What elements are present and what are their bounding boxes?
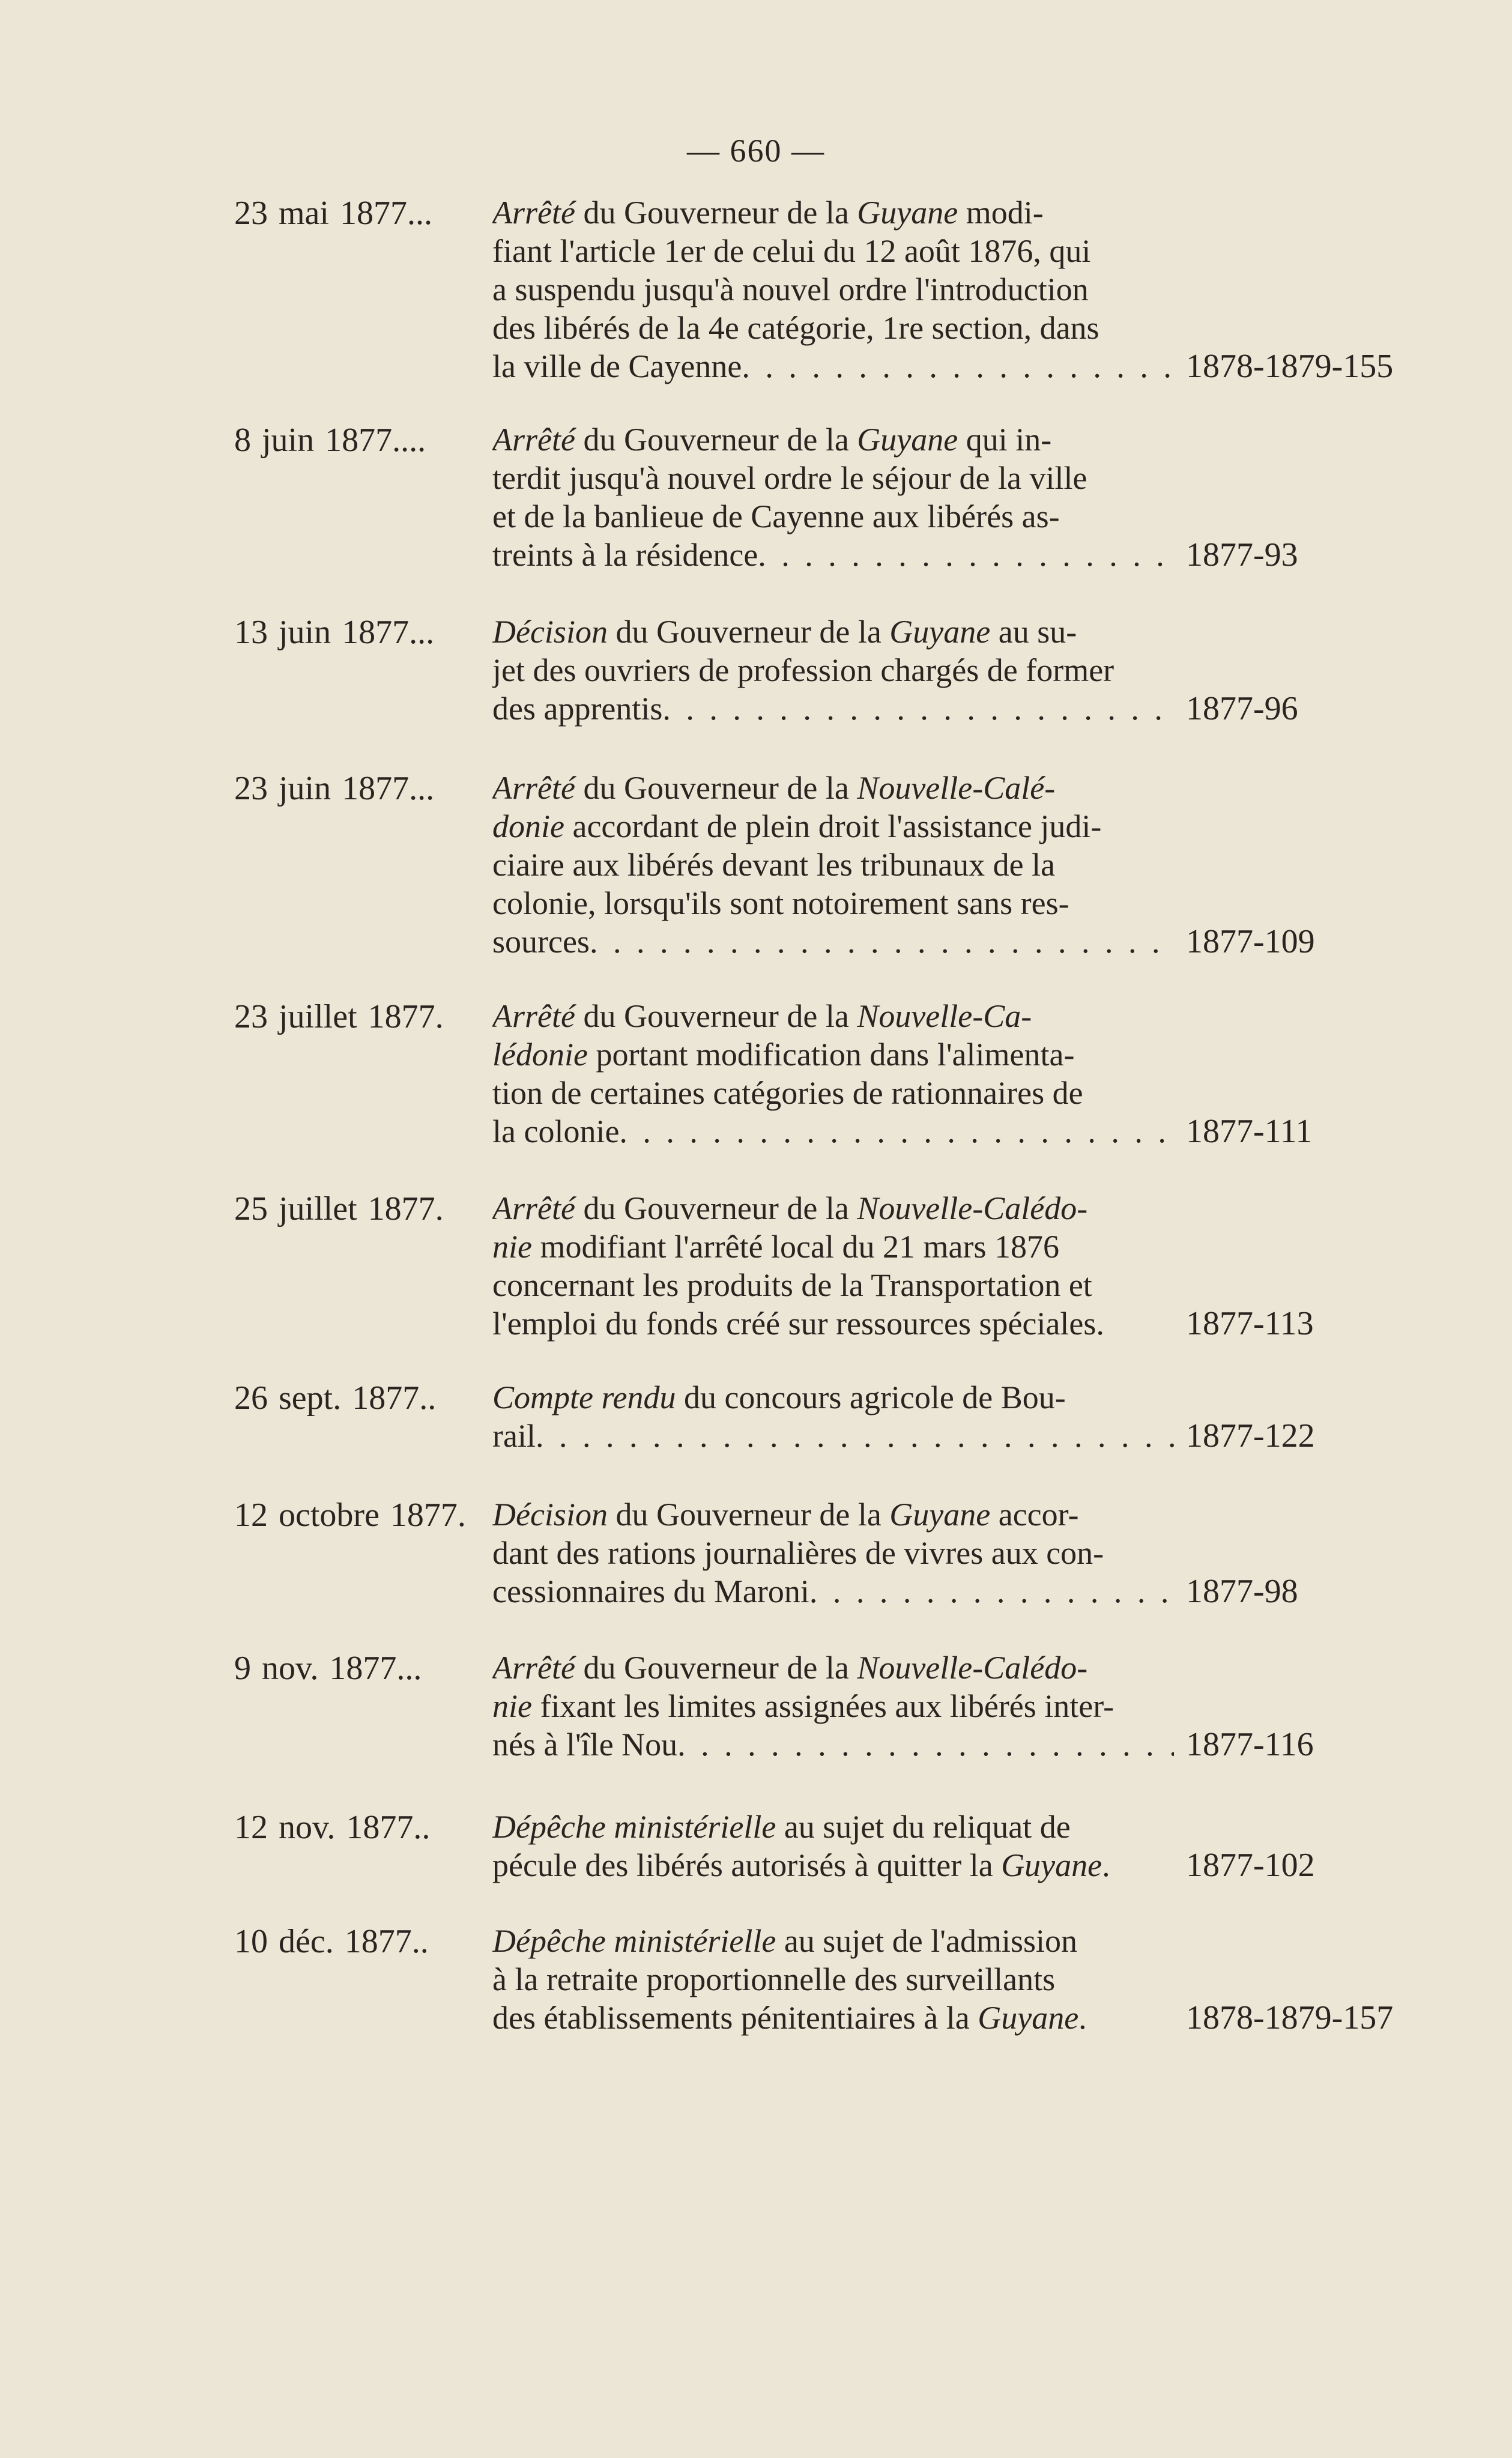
entry-description [492, 193, 1174, 386]
entry-date: 9 nov. 1877... [234, 1650, 422, 1687]
entry-text [492, 1112, 1174, 1151]
entry-reference: 1877-96 [1186, 690, 1298, 727]
leader-dots [619, 1112, 1174, 1151]
entry-text: du Gouverneur de la [575, 998, 857, 1034]
entry-text [492, 922, 1174, 961]
entry-text: accordant de plein droit l'assistance judi- [564, 808, 1102, 844]
entry-date: 23 juillet 1877. [234, 998, 444, 1035]
entry-reference: 1877-111 [1186, 1113, 1313, 1150]
entry-text: du Gouverneur de la [575, 1190, 857, 1226]
entry-colony: Guyane [857, 195, 958, 231]
entry-text: des établissements pénitentiaires à la [492, 2000, 978, 2036]
entry-date: 25 juillet 1877. [234, 1190, 444, 1227]
entry-description [492, 769, 1174, 961]
entry-type: Arrêté [492, 1650, 575, 1686]
entry-text [492, 689, 1174, 728]
entry-reference: 1878-1879-155 [1186, 348, 1394, 385]
entry-text-end: la colonie [492, 1113, 620, 1149]
entry-colony: nie [492, 1688, 532, 1724]
entry-colony: Nouvelle-Calé- [857, 770, 1056, 806]
entry-description [492, 1808, 1174, 1884]
entry-date: 26 sept. 1877.. [234, 1379, 437, 1417]
entry-text: pécule des libérés autorisés à quitter la [492, 1847, 1002, 1883]
entry-text [492, 347, 1174, 386]
entry-reference: 1877-93 [1186, 536, 1298, 574]
entry-text: jet des ouvriers de profession chargés de former [492, 652, 1114, 688]
entry-text: portant modification dans l'alimenta- [587, 1037, 1075, 1073]
entry-date: 23 juin 1877... [234, 770, 435, 807]
entry-text: du concours agricole de Bou- [676, 1379, 1066, 1415]
entry-text [492, 1417, 1174, 1455]
entry-description [492, 997, 1174, 1151]
entry-description [492, 613, 1174, 728]
entry-text: modifiant l'arrêté local du 21 mars 1876 [531, 1229, 1059, 1265]
entry-type: Compte rendu [492, 1379, 676, 1415]
entry-text: terdit jusqu'à nouvel ordre le séjour de la ville [492, 460, 1087, 496]
entry-text: du Gouverneur de la [575, 422, 857, 458]
entry-date: 12 nov. 1877.. [234, 1809, 431, 1846]
entry-text: . [1102, 1847, 1110, 1883]
entry-text [492, 536, 1174, 574]
entry-text: du Gouverneur de la [575, 770, 857, 806]
entry-text-end: cessionnaires du Maroni [492, 1573, 809, 1609]
leader-dots [742, 347, 1174, 386]
entry-type: Dépêche ministérielle [492, 1809, 776, 1845]
entry-colony: Nouvelle-Calédo- [857, 1190, 1088, 1226]
entry-colony: nie [492, 1229, 532, 1265]
leader-dots [662, 689, 1174, 728]
entry-colony: Guyane [857, 422, 958, 458]
leader-dots [590, 922, 1174, 961]
entry-text: au sujet de l'admission [776, 1923, 1077, 1959]
entry-colony: Guyane [1001, 1847, 1102, 1883]
entry-date: 8 juin 1877.... [234, 422, 426, 459]
entry-reference: 1877-122 [1186, 1417, 1315, 1455]
entry-text: qui in- [958, 422, 1052, 458]
entry-text-end: sources [492, 924, 590, 960]
entry-type: Arrêté [492, 195, 575, 231]
entry-type: Dépêche ministérielle [492, 1923, 776, 1959]
entry-text: au su- [990, 614, 1077, 650]
entry-description [492, 1189, 1174, 1343]
entry-text-end: treints à la résidence [492, 537, 758, 573]
entry-description [492, 420, 1174, 574]
entry-colony: donie [492, 808, 564, 844]
entry-text: l'emploi du fonds créé sur ressources spéciales. [492, 1306, 1104, 1342]
entry-description [492, 1922, 1174, 2037]
entry-text: du Gouverneur de la [575, 1650, 857, 1686]
entry-text: du Gouverneur de la [575, 195, 857, 231]
entry-date: 13 juin 1877... [234, 614, 435, 651]
entry-text: des libérés de la 4e catégorie, 1re section, dans [492, 310, 1099, 346]
entry-colony: lédonie [492, 1037, 588, 1073]
leader-dots [758, 536, 1174, 574]
entry-text: du Gouverneur de la [607, 614, 890, 650]
entry-reference: 1877-116 [1186, 1726, 1314, 1763]
entry-text: . [1078, 2000, 1087, 2036]
page-number: — 660 — [687, 133, 825, 169]
entry-colony: Nouvelle-Calédo- [857, 1650, 1088, 1686]
entry-type: Arrêté [492, 1190, 575, 1226]
entry-text [492, 1572, 1174, 1611]
entry-text: tion de certaines catégories de rationnaires de [492, 1075, 1083, 1111]
entry-text: accor- [990, 1497, 1079, 1533]
entry-text: a suspendu jusqu'à nouvel ordre l'introduction [492, 271, 1089, 307]
leader-dots [536, 1417, 1174, 1455]
entry-reference: 1877-113 [1186, 1305, 1314, 1342]
entry-description [492, 1648, 1174, 1764]
entry-text: et de la banlieue de Cayenne aux libérés as- [492, 498, 1060, 534]
entry-description [492, 1495, 1174, 1611]
entry-colony: Guyane [978, 2000, 1079, 2036]
entry-text: colonie, lorsqu'ils sont notoirement sans res- [492, 885, 1069, 921]
entry-reference: 1877-109 [1186, 923, 1315, 960]
entry-colony: Guyane [889, 1497, 991, 1533]
entry-text: à la retraite proportionnelle des surveillants [492, 1961, 1056, 1997]
entry-description [492, 1378, 1174, 1455]
entry-text: concernant les produits de la Transportation et [492, 1267, 1092, 1303]
entry-type: Décision [492, 1497, 608, 1533]
entry-text-end: des apprentis [492, 691, 663, 727]
entry-text: dant des rations journalières de vivres aux con- [492, 1535, 1104, 1571]
leader-dots [809, 1572, 1174, 1611]
entry-type: Arrêté [492, 998, 575, 1034]
entry-text: fixant les limites assignées aux libérés inter- [531, 1688, 1114, 1724]
entry-colony: Nouvelle-Ca- [857, 998, 1032, 1034]
leader-dots [677, 1725, 1174, 1764]
entry-text [492, 1725, 1174, 1764]
entry-text: ciaire aux libérés devant les tribunaux de la [492, 847, 1056, 883]
entry-text: fiant l'article 1er de celui du 12 août 1876, qui [492, 233, 1091, 269]
entry-date: 12 octobre 1877. [234, 1497, 466, 1534]
entry-type: Arrêté [492, 770, 575, 806]
entry-reference: 1877-102 [1186, 1847, 1315, 1884]
entry-text: du Gouverneur de la [607, 1497, 890, 1533]
entry-date: 23 mai 1877... [234, 195, 432, 232]
entry-type: Arrêté [492, 422, 575, 458]
entry-text-end: nés à l'île Nou [492, 1727, 678, 1763]
entry-reference: 1877-98 [1186, 1573, 1298, 1610]
entry-reference: 1878-1879-157 [1186, 1999, 1394, 2036]
entry-type: Décision [492, 614, 608, 650]
entry-text: au sujet du reliquat de [776, 1809, 1071, 1845]
entry-colony: Guyane [889, 614, 991, 650]
entry-text-end: la ville de Cayenne [492, 348, 742, 384]
entry-text: modi- [958, 195, 1044, 231]
entry-date: 10 déc. 1877.. [234, 1923, 429, 1960]
entry-text-end: rail [492, 1418, 536, 1454]
